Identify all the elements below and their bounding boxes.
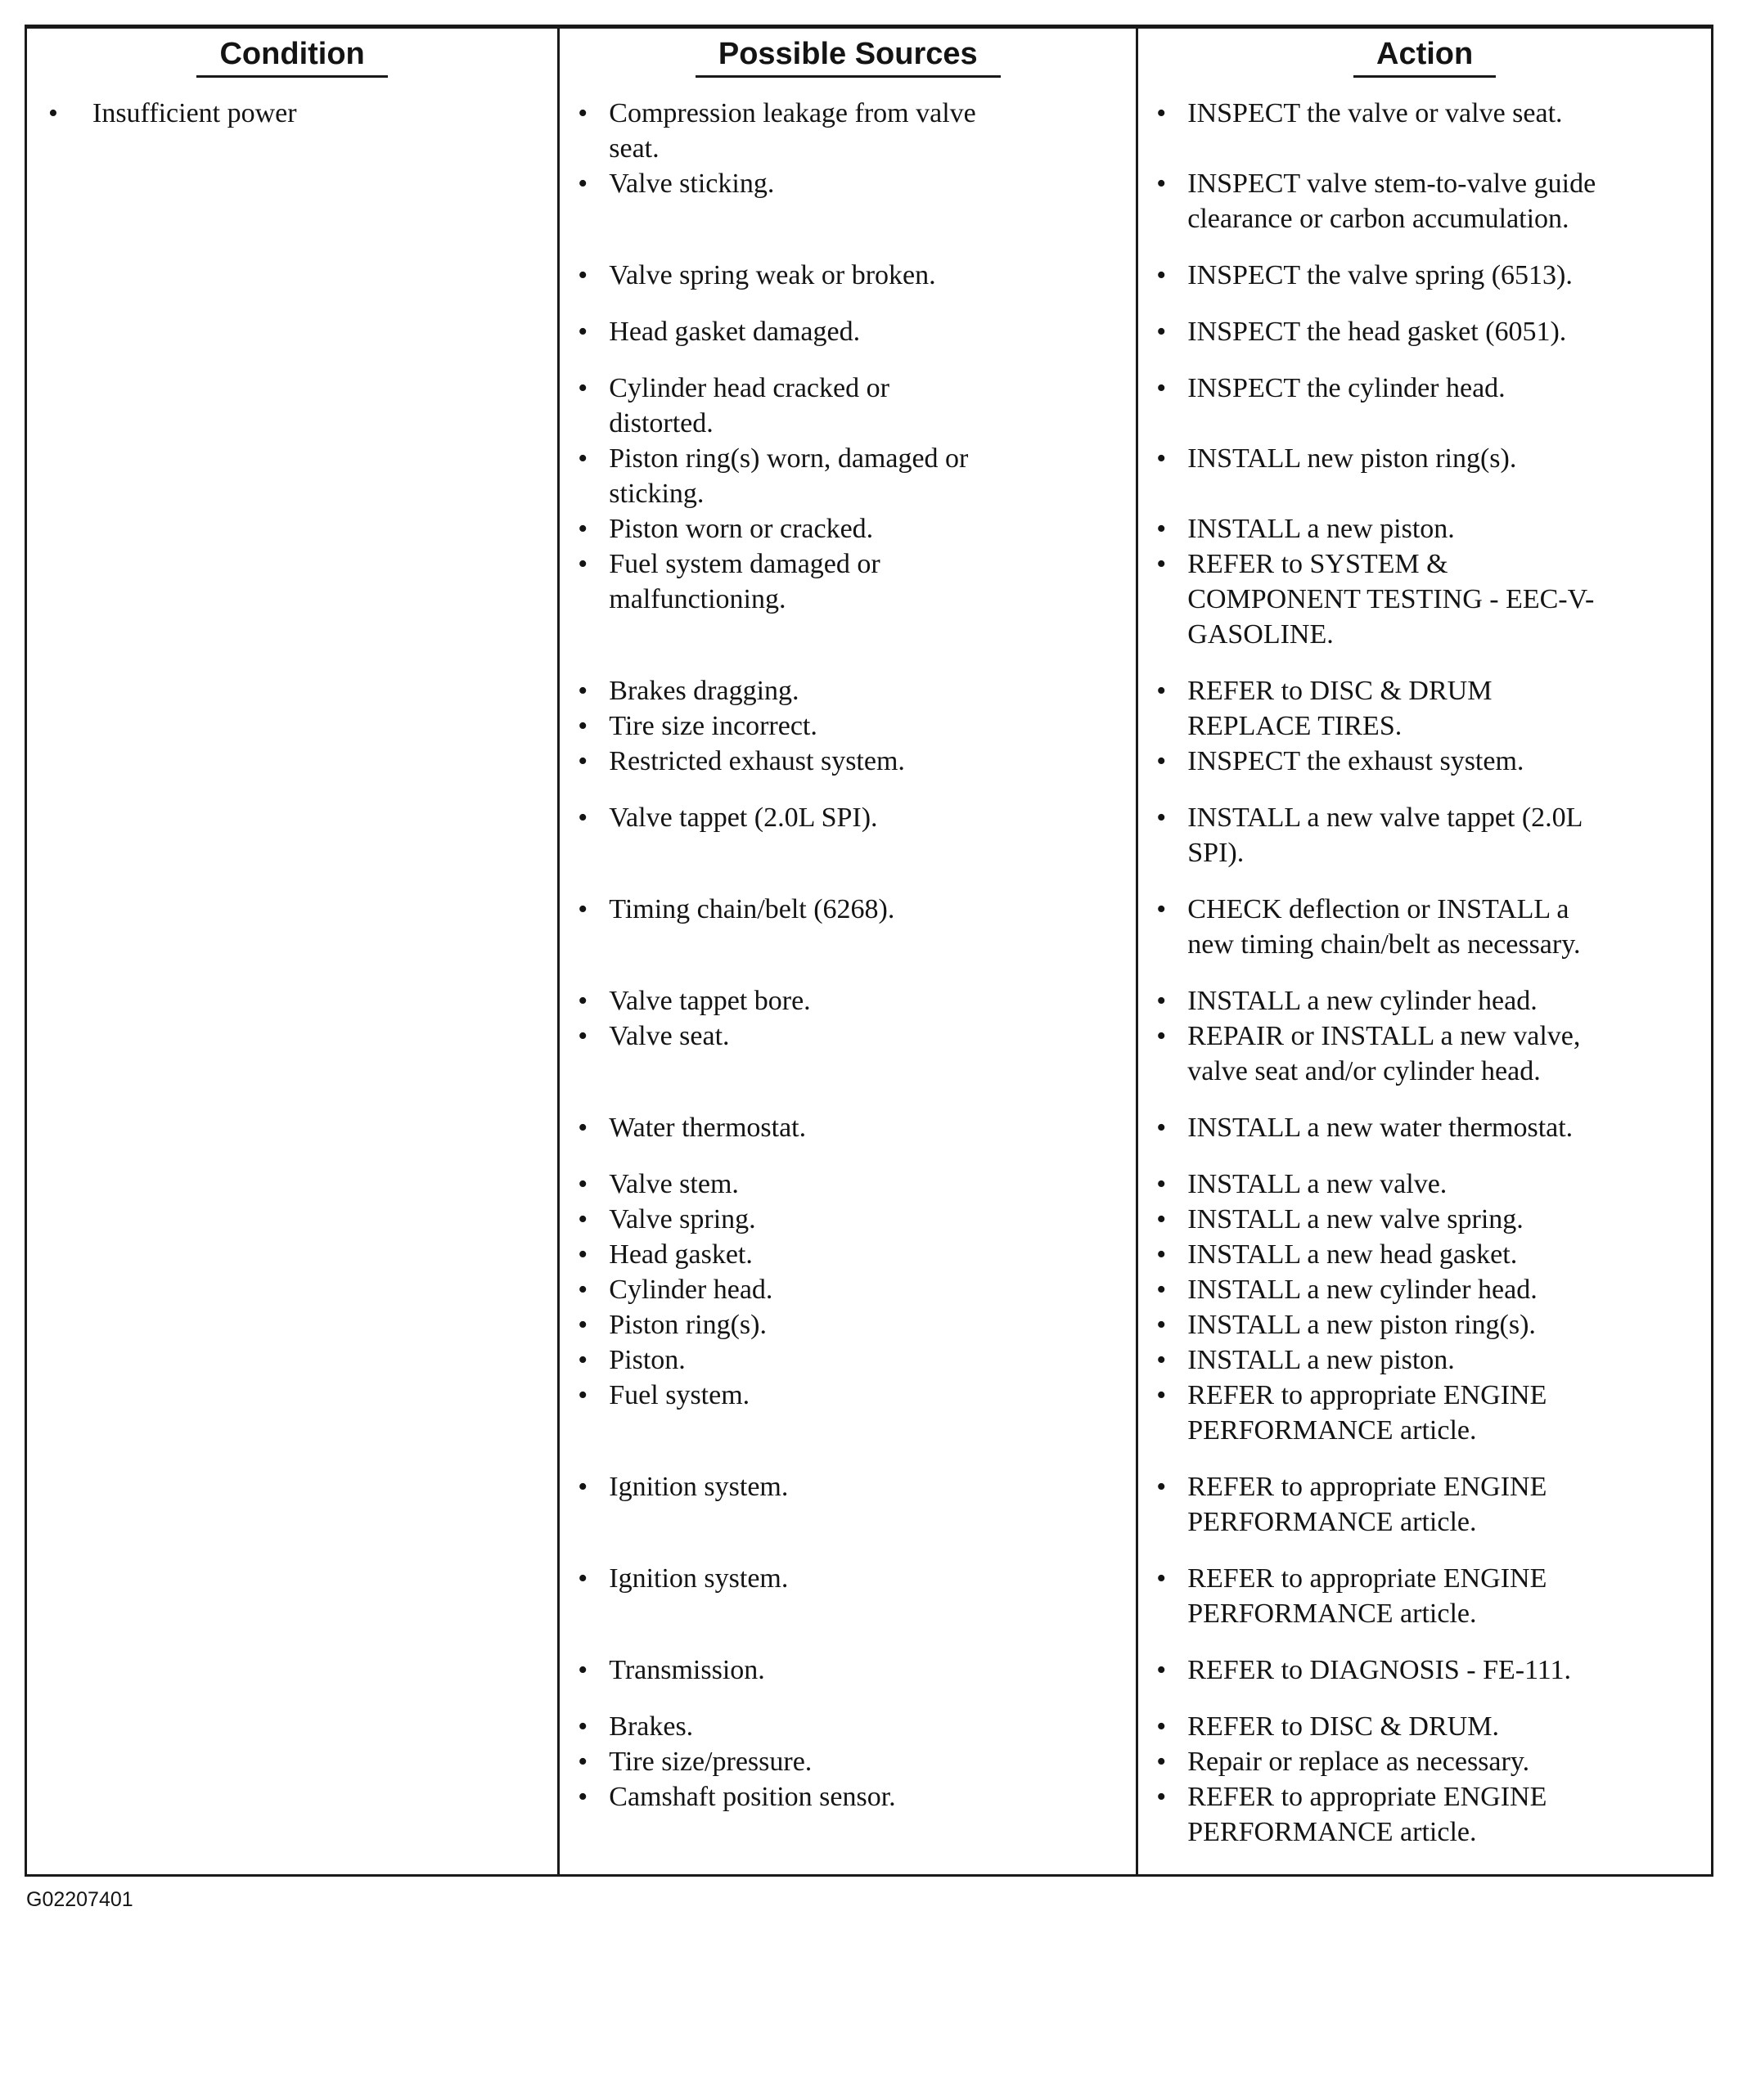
condition-cell <box>27 236 557 293</box>
header-condition: Condition <box>196 37 387 78</box>
actions-cell <box>1138 1272 1711 1307</box>
condition-cell <box>27 1202 557 1237</box>
actions-cell <box>1138 1202 1711 1237</box>
table-row <box>27 293 1711 349</box>
actions-cell <box>1138 962 1711 1019</box>
table-row <box>27 1744 1711 1779</box>
source-item: • Valve tappet (2.0L SPI). <box>560 800 1136 835</box>
actions-cell <box>1138 1378 1711 1448</box>
actions-cell <box>1138 511 1711 546</box>
condition-cell <box>27 744 557 779</box>
action-item: • INSTALL new piston ring(s). <box>1138 441 1711 476</box>
action-item: • INSPECT the cylinder head. <box>1138 371 1711 406</box>
condition-cell <box>27 870 557 962</box>
table-row <box>27 1089 1711 1145</box>
action-item: • INSTALL a new head gasket. <box>1138 1237 1711 1272</box>
action-item: • REFER to appropriate ENGINE PERFORMANCE article. <box>1138 1378 1711 1448</box>
action-item: • INSPECT the head gasket (6051). <box>1138 314 1711 349</box>
source-item: • Valve seat. <box>560 1019 1136 1054</box>
actions-cell <box>1138 779 1711 870</box>
condition-cell <box>27 1089 557 1145</box>
condition-cell <box>27 1237 557 1272</box>
actions-cell <box>1138 1688 1711 1744</box>
sources-cell <box>557 1540 1138 1631</box>
source-item: • Valve sticking. <box>560 166 1136 201</box>
table-row <box>27 1631 1711 1688</box>
condition-cell <box>27 546 557 652</box>
condition-cell <box>27 1744 557 1779</box>
action-item: • INSPECT valve stem-to-valve guide clearance or carbon accumulation. <box>1138 166 1711 236</box>
action-item: • INSTALL a new cylinder head. <box>1138 1272 1711 1307</box>
table-row <box>27 744 1711 779</box>
table-row <box>27 236 1711 293</box>
action-item: • INSTALL a new valve. <box>1138 1167 1711 1202</box>
sources-cell <box>557 1145 1138 1202</box>
table-row <box>27 1540 1711 1631</box>
action-item: • REFER to SYSTEM & COMPONENT TESTING - EEC-V- GASOLINE. <box>1138 546 1711 652</box>
table-row <box>27 1342 1711 1378</box>
actions-cell <box>1138 1145 1711 1202</box>
condition-cell <box>27 1631 557 1688</box>
source-item: • Brakes. <box>560 1709 1136 1744</box>
sources-cell <box>557 511 1138 546</box>
sources-cell <box>557 441 1138 511</box>
action-item: • Repair or replace as necessary. <box>1138 1744 1711 1779</box>
condition-cell <box>27 511 557 546</box>
action-item: • INSTALL a new piston. <box>1138 511 1711 546</box>
sources-cell <box>557 962 1138 1019</box>
condition-cell <box>27 1378 557 1448</box>
table-row <box>27 441 1711 511</box>
sources-cell <box>557 779 1138 870</box>
actions-cell <box>1138 1342 1711 1378</box>
table-row <box>27 779 1711 870</box>
action-item: • INSTALL a new piston ring(s). <box>1138 1307 1711 1342</box>
source-item: • Timing chain/belt (6268). <box>560 892 1136 927</box>
actions-cell <box>1138 546 1711 652</box>
sources-cell <box>557 1744 1138 1779</box>
condition-cell <box>27 349 557 441</box>
table-row <box>27 1272 1711 1307</box>
table-row <box>27 1378 1711 1448</box>
action-item: • CHECK deflection or INSTALL a new timing chain/belt as necessary. <box>1138 892 1711 962</box>
header-action-cell <box>1138 29 1711 86</box>
header-possible-sources-cell <box>557 29 1138 86</box>
action-item: • INSTALL a new valve spring. <box>1138 1202 1711 1237</box>
table-row <box>27 166 1711 236</box>
actions-cell <box>1138 349 1711 441</box>
table-row <box>27 962 1711 1019</box>
actions-cell <box>1138 1019 1711 1089</box>
figure-code: G02207401 <box>26 1888 133 1911</box>
source-item: • Cylinder head. <box>560 1272 1136 1307</box>
condition-cell <box>27 1307 557 1342</box>
source-item: • Valve tappet bore. <box>560 983 1136 1019</box>
condition-cell <box>27 1019 557 1089</box>
table-row <box>27 349 1711 441</box>
sources-cell <box>557 1631 1138 1688</box>
source-item: • Restricted exhaust system. <box>560 744 1136 779</box>
actions-cell <box>1138 1631 1711 1688</box>
action-item: • REFER to DISC & DRUM. <box>1138 1709 1711 1744</box>
table-row <box>27 1307 1711 1342</box>
sources-cell <box>557 652 1138 744</box>
source-item: • Tire size/pressure. <box>560 1744 1136 1779</box>
condition-cell <box>27 1779 557 1874</box>
source-item: • Fuel system damaged or malfunctioning. <box>560 546 1136 617</box>
condition-cell <box>27 1688 557 1744</box>
actions-cell <box>1138 1540 1711 1631</box>
action-item: • INSPECT the exhaust system. <box>1138 744 1711 779</box>
actions-cell <box>1138 1744 1711 1779</box>
source-item: • Water thermostat. <box>560 1110 1136 1145</box>
condition-cell <box>27 1540 557 1631</box>
table-row <box>27 1688 1711 1744</box>
actions-cell <box>1138 1779 1711 1874</box>
condition-cell <box>27 962 557 1019</box>
table-row <box>27 870 1711 962</box>
sources-cell <box>557 1237 1138 1272</box>
sources-cell <box>557 1378 1138 1448</box>
action-item: • INSPECT the valve or valve seat. <box>1138 96 1711 131</box>
sources-cell <box>557 1019 1138 1089</box>
troubleshooting-table <box>25 25 1713 1877</box>
table-row <box>27 652 1711 744</box>
source-item: • Ignition system. <box>560 1561 1136 1596</box>
table-row <box>27 546 1711 652</box>
table-row <box>27 86 1711 166</box>
source-item: • Cylinder head cracked or distorted. <box>560 371 1136 441</box>
condition-cell <box>27 1272 557 1307</box>
action-item: • REPAIR or INSTALL a new valve, valve seat and/or cylinder head. <box>1138 1019 1711 1089</box>
condition-cell <box>27 86 557 166</box>
action-item: • INSTALL a new cylinder head. <box>1138 983 1711 1019</box>
source-item: • Piston worn or cracked. <box>560 511 1136 546</box>
table-row <box>27 1202 1711 1237</box>
source-item: • Piston. <box>560 1342 1136 1378</box>
action-item: • REFER to appropriate ENGINE PERFORMANCE article. <box>1138 1469 1711 1540</box>
sources-cell <box>557 236 1138 293</box>
sources-cell <box>557 1307 1138 1342</box>
source-item: • Fuel system. <box>560 1378 1136 1413</box>
sources-cell <box>557 1448 1138 1540</box>
sources-cell <box>557 293 1138 349</box>
source-item: • Brakes dragging. <box>560 673 1136 708</box>
actions-cell <box>1138 293 1711 349</box>
table-row <box>27 1237 1711 1272</box>
condition-cell <box>27 441 557 511</box>
action-item: • REFER to appropriate ENGINE PERFORMANCE article. <box>1138 1561 1711 1631</box>
sources-cell <box>557 1202 1138 1237</box>
table-row <box>27 1145 1711 1202</box>
condition-cell <box>27 166 557 236</box>
actions-cell <box>1138 1089 1711 1145</box>
source-item: • Camshaft position sensor. <box>560 1779 1136 1814</box>
actions-cell <box>1138 870 1711 962</box>
source-item: • Head gasket damaged. <box>560 314 1136 349</box>
source-item: • Piston ring(s). <box>560 1307 1136 1342</box>
sources-cell <box>557 744 1138 779</box>
sources-cell <box>557 86 1138 166</box>
table-body <box>27 86 1711 1874</box>
header-action: Action <box>1353 37 1496 78</box>
source-item: • Piston ring(s) worn, damaged or sticking. <box>560 441 1136 511</box>
action-item: • REFER to DIAGNOSIS - FE-111. <box>1138 1653 1711 1688</box>
condition-cell <box>27 1145 557 1202</box>
sources-cell <box>557 1342 1138 1378</box>
sources-cell <box>557 546 1138 652</box>
sources-cell <box>557 1272 1138 1307</box>
table-row <box>27 1779 1711 1874</box>
action-item: • INSTALL a new piston. <box>1138 1342 1711 1378</box>
source-item: • Valve spring weak or broken. <box>560 258 1136 293</box>
source-item: • Valve stem. <box>560 1167 1136 1202</box>
actions-cell <box>1138 236 1711 293</box>
action-item: • REFER to appropriate ENGINE PERFORMANCE article. <box>1138 1779 1711 1850</box>
actions-cell <box>1138 86 1711 166</box>
action-item: • INSTALL a new valve tappet (2.0L SPI). <box>1138 800 1711 870</box>
condition-cell <box>27 1448 557 1540</box>
sources-cell <box>557 870 1138 962</box>
source-item: • Compression leakage from valve seat. <box>560 96 1136 166</box>
header-condition-cell <box>27 29 557 86</box>
source-item: • Ignition system. <box>560 1469 1136 1504</box>
table-row <box>27 1019 1711 1089</box>
actions-cell <box>1138 1307 1711 1342</box>
sources-cell <box>557 166 1138 236</box>
source-item: • Head gasket. <box>560 1237 1136 1272</box>
actions-cell <box>1138 1237 1711 1272</box>
sources-cell <box>557 1779 1138 1874</box>
actions-cell <box>1138 744 1711 779</box>
sources-cell <box>557 1688 1138 1744</box>
condition-item: • Insufficient power <box>27 96 557 131</box>
source-item: • Tire size incorrect. <box>560 708 1136 744</box>
table-row <box>27 1448 1711 1540</box>
actions-cell <box>1138 1448 1711 1540</box>
action-item: • INSTALL a new water thermostat. <box>1138 1110 1711 1145</box>
table-row <box>27 511 1711 546</box>
action-item: • REFER to DISC & DRUM REPLACE TIRES. <box>1138 673 1711 744</box>
condition-cell <box>27 293 557 349</box>
header-possible-sources: Possible Sources <box>696 37 1001 78</box>
action-item: • INSPECT the valve spring (6513). <box>1138 258 1711 293</box>
sources-cell <box>557 1089 1138 1145</box>
condition-cell <box>27 1342 557 1378</box>
condition-cell <box>27 779 557 870</box>
sources-cell <box>557 349 1138 441</box>
actions-cell <box>1138 441 1711 511</box>
condition-cell <box>27 652 557 744</box>
actions-cell <box>1138 652 1711 744</box>
actions-cell <box>1138 166 1711 236</box>
table-header-row <box>27 29 1711 86</box>
source-item: • Transmission. <box>560 1653 1136 1688</box>
source-item: • Valve spring. <box>560 1202 1136 1237</box>
